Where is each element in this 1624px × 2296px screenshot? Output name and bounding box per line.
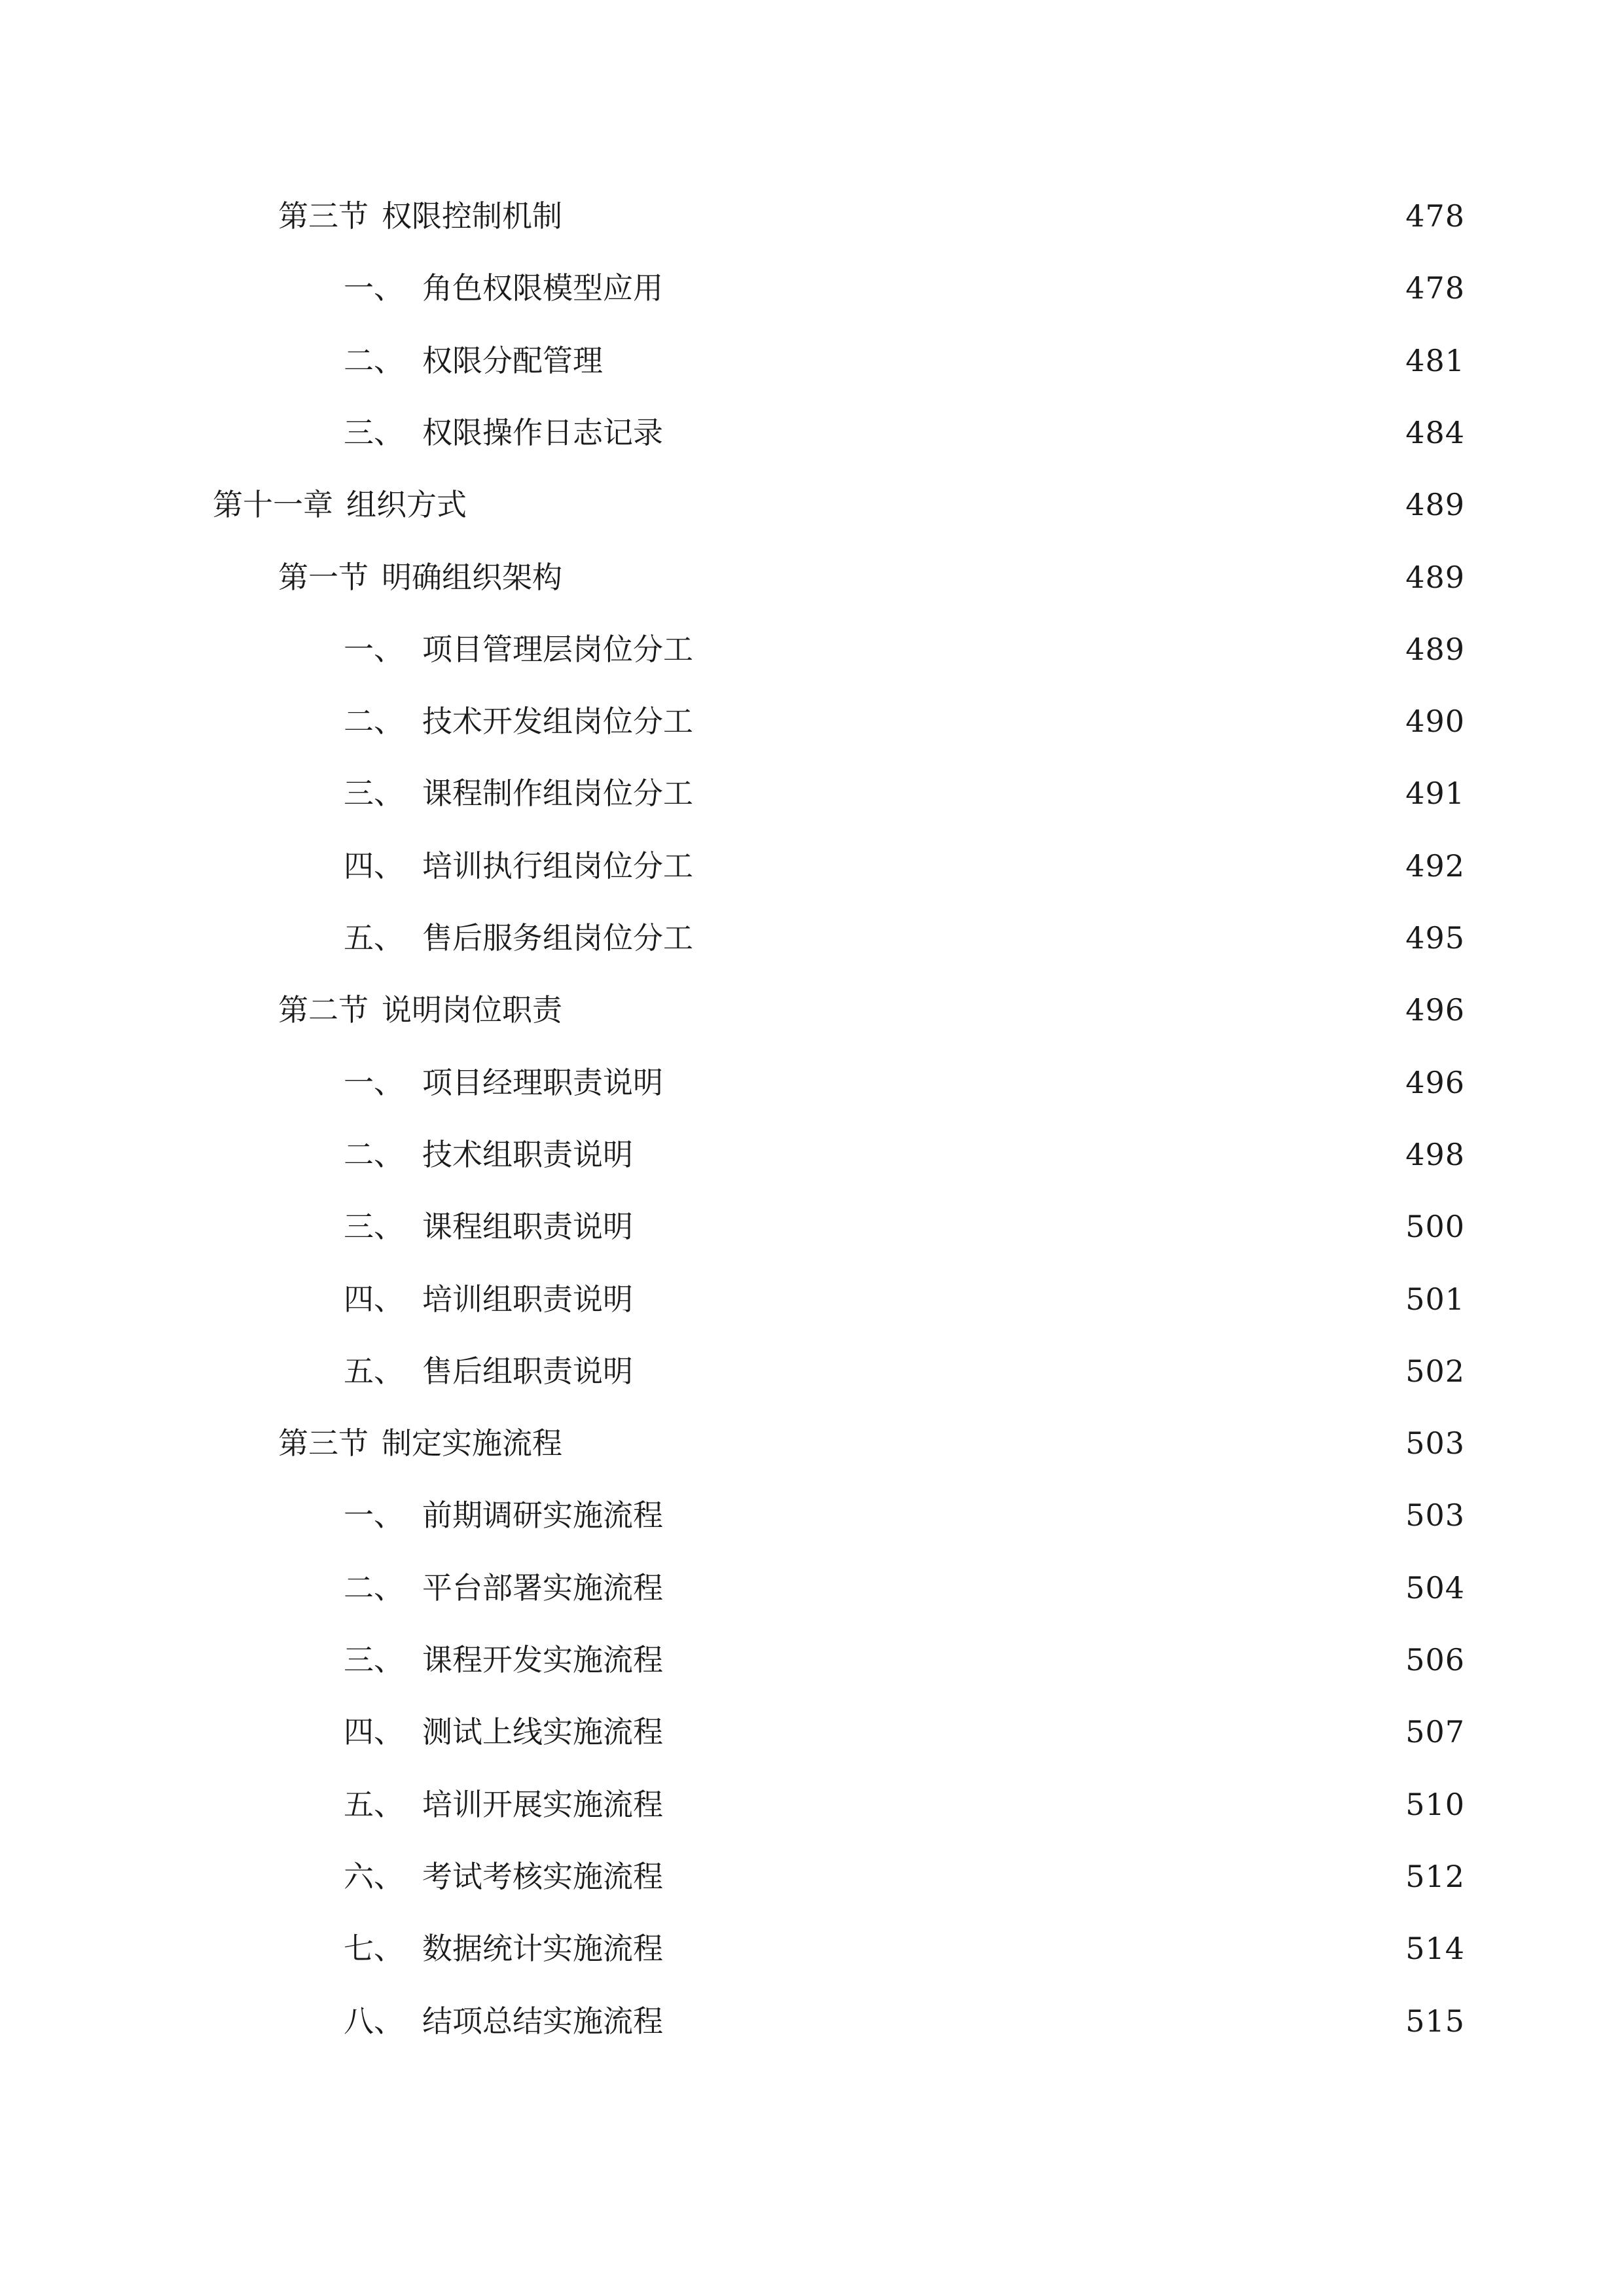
toc-entry[interactable] <box>344 1273 1465 1325</box>
toc-entry[interactable] <box>344 912 1465 964</box>
toc-entry-number: 四、 <box>344 1714 404 1749</box>
toc-entry-number: 五、 <box>344 1354 404 1389</box>
toc-page-number: 491 <box>1405 776 1465 811</box>
toc-page-number: 484 <box>1405 415 1465 450</box>
toc-entry-number: 五、 <box>344 920 404 956</box>
toc-page-number: 512 <box>1405 1859 1465 1894</box>
toc-entry-number: 二、 <box>344 1570 404 1605</box>
toc-dot-leader <box>569 984 1396 1036</box>
toc-dot-leader <box>670 1706 1396 1758</box>
toc-entry[interactable] <box>344 840 1465 892</box>
toc-entry-number: 四、 <box>344 1282 404 1317</box>
toc-entry-title: 组织方式 <box>346 487 467 522</box>
toc-entry[interactable] <box>278 984 1465 1036</box>
toc-entry-number: 第二节 <box>278 992 369 1028</box>
toc-entry-title: 权限控制机制 <box>382 198 562 234</box>
toc-entry[interactable] <box>344 262 1465 314</box>
toc-dot-leader <box>569 190 1396 242</box>
toc-entry-title: 考试考核实施流程 <box>422 1859 663 1894</box>
toc-page-number: 506 <box>1405 1642 1465 1677</box>
toc-page-number: 489 <box>1405 560 1465 595</box>
toc-page-number: 496 <box>1405 992 1465 1028</box>
toc-entry[interactable] <box>213 478 1465 531</box>
toc-entry-title: 课程开发实施流程 <box>422 1642 663 1677</box>
toc-entry[interactable] <box>344 1634 1465 1686</box>
toc-entry-title: 说明岗位职责 <box>382 992 562 1028</box>
toc-entry[interactable] <box>344 1200 1465 1253</box>
toc-entry[interactable] <box>344 334 1465 387</box>
toc-page-number: 500 <box>1405 1209 1465 1244</box>
toc-dot-leader <box>670 1562 1396 1614</box>
toc-entry-title: 技术组职责说明 <box>422 1137 633 1172</box>
toc-entry-title: 培训执行组岗位分工 <box>422 848 693 884</box>
toc-entry[interactable] <box>344 406 1465 459</box>
toc-dot-leader <box>700 912 1396 964</box>
toc-entry-number: 第一节 <box>278 560 369 595</box>
toc-entry-number: 三、 <box>344 1642 404 1677</box>
toc-entry-number: 三、 <box>344 415 404 450</box>
toc-dot-leader <box>670 1778 1396 1831</box>
toc-dot-leader <box>640 1200 1396 1253</box>
toc-entry-number: 三、 <box>344 776 404 811</box>
toc-dot-leader <box>569 551 1396 603</box>
toc-page-number: 503 <box>1405 1498 1465 1533</box>
toc-entry-number: 三、 <box>344 1209 404 1244</box>
toc-page-number: 501 <box>1405 1282 1465 1317</box>
toc-dot-leader <box>700 623 1396 675</box>
toc-dot-leader <box>670 1634 1396 1686</box>
toc-entry[interactable] <box>278 551 1465 603</box>
toc-dot-leader <box>670 1922 1396 1975</box>
toc-entry-number: 六、 <box>344 1859 404 1894</box>
toc-entry-title: 课程制作组岗位分工 <box>422 776 693 811</box>
toc-entry-number: 七、 <box>344 1931 404 1966</box>
toc-entry-title: 项目管理层岗位分工 <box>422 632 693 667</box>
toc-entry-title: 前期调研实施流程 <box>422 1498 663 1533</box>
toc-entry-number: 二、 <box>344 1137 404 1172</box>
toc-page-number: 492 <box>1405 848 1465 884</box>
toc-dot-leader <box>670 1995 1396 2047</box>
toc-entry[interactable] <box>344 1850 1465 1903</box>
toc-page-number: 496 <box>1405 1065 1465 1100</box>
toc-entry-title: 制定实施流程 <box>382 1426 562 1461</box>
toc-entry-number: 一、 <box>344 632 404 667</box>
toc-entry-title: 售后服务组岗位分工 <box>422 920 693 956</box>
toc-entry-title: 培训组职责说明 <box>422 1282 633 1317</box>
toc-page-number: 489 <box>1405 632 1465 667</box>
toc-dot-leader <box>640 1128 1396 1181</box>
toc-dot-leader <box>670 262 1396 314</box>
toc-entry[interactable] <box>344 623 1465 675</box>
toc-entry-title: 结项总结实施流程 <box>422 2003 663 2039</box>
toc-entry[interactable] <box>344 1562 1465 1614</box>
toc-page-number: 478 <box>1405 270 1465 306</box>
toc-entry-title: 项目经理职责说明 <box>422 1065 663 1100</box>
toc-entry-title: 权限操作日志记录 <box>422 415 663 450</box>
toc-entry[interactable] <box>344 1706 1465 1758</box>
toc-entry-number: 八、 <box>344 2003 404 2039</box>
toc-entry-number: 二、 <box>344 343 404 378</box>
toc-page-number: 514 <box>1405 1931 1465 1966</box>
toc-page-number: 503 <box>1405 1426 1465 1461</box>
toc-entry-title: 测试上线实施流程 <box>422 1714 663 1749</box>
toc-page-number: 510 <box>1405 1787 1465 1822</box>
toc-dot-leader <box>473 478 1396 531</box>
toc-entry[interactable] <box>278 1417 1465 1469</box>
toc-entry[interactable] <box>344 1778 1465 1831</box>
toc-dot-leader <box>670 1850 1396 1903</box>
toc-dot-leader <box>609 334 1396 387</box>
toc-entry-number: 一、 <box>344 1065 404 1100</box>
toc-entry-title: 技术开发组岗位分工 <box>422 704 693 739</box>
toc-dot-leader <box>700 840 1396 892</box>
toc-dot-leader <box>700 695 1396 747</box>
toc-entry-number: 二、 <box>344 704 404 739</box>
toc-entry-title: 培训开展实施流程 <box>422 1787 663 1822</box>
toc-entry-title: 平台部署实施流程 <box>422 1570 663 1605</box>
toc-entry-number: 第十一章 <box>213 487 333 522</box>
toc-entry-number: 五、 <box>344 1787 404 1822</box>
toc-page-number: 481 <box>1405 343 1465 378</box>
toc-dot-leader <box>670 406 1396 459</box>
toc-entry[interactable] <box>344 1056 1465 1109</box>
toc-entry-title: 售后组职责说明 <box>422 1354 633 1389</box>
toc-entry[interactable] <box>278 190 1465 242</box>
toc-entry-number: 第三节 <box>278 1426 369 1461</box>
toc-dot-leader <box>569 1417 1396 1469</box>
toc-entry[interactable] <box>344 1922 1465 1975</box>
toc-page-number: 478 <box>1405 198 1465 234</box>
toc-page-number: 507 <box>1405 1714 1465 1749</box>
toc-page-number: 495 <box>1405 920 1465 956</box>
toc-entry[interactable] <box>344 1489 1465 1541</box>
toc-entry-number: 一、 <box>344 1498 404 1533</box>
toc-entry-title: 明确组织架构 <box>382 560 562 595</box>
toc-entry[interactable] <box>344 1345 1465 1397</box>
toc-page-number: 502 <box>1405 1354 1465 1389</box>
toc-page-number: 504 <box>1405 1570 1465 1605</box>
toc-dot-leader <box>640 1345 1396 1397</box>
toc-entry-number: 四、 <box>344 848 404 884</box>
toc-entry[interactable] <box>344 767 1465 819</box>
toc-entry-number: 一、 <box>344 270 404 306</box>
toc-entry[interactable] <box>344 695 1465 747</box>
toc-entry-title: 角色权限模型应用 <box>422 270 663 306</box>
toc-page-number: 515 <box>1405 2003 1465 2039</box>
toc-page-number: 489 <box>1405 487 1465 522</box>
toc-entry-title: 数据统计实施流程 <box>422 1931 663 1966</box>
toc-dot-leader <box>670 1489 1396 1541</box>
toc-dot-leader <box>670 1056 1396 1109</box>
toc-page-number: 498 <box>1405 1137 1465 1172</box>
toc-entry-title: 权限分配管理 <box>422 343 603 378</box>
toc-dot-leader <box>640 1273 1396 1325</box>
toc-entry-title: 课程组职责说明 <box>422 1209 633 1244</box>
toc-entry[interactable] <box>344 1995 1465 2047</box>
toc-entry-number: 第三节 <box>278 198 369 234</box>
toc-dot-leader <box>700 767 1396 819</box>
toc-page-number: 490 <box>1405 704 1465 739</box>
toc-entry[interactable] <box>344 1128 1465 1181</box>
